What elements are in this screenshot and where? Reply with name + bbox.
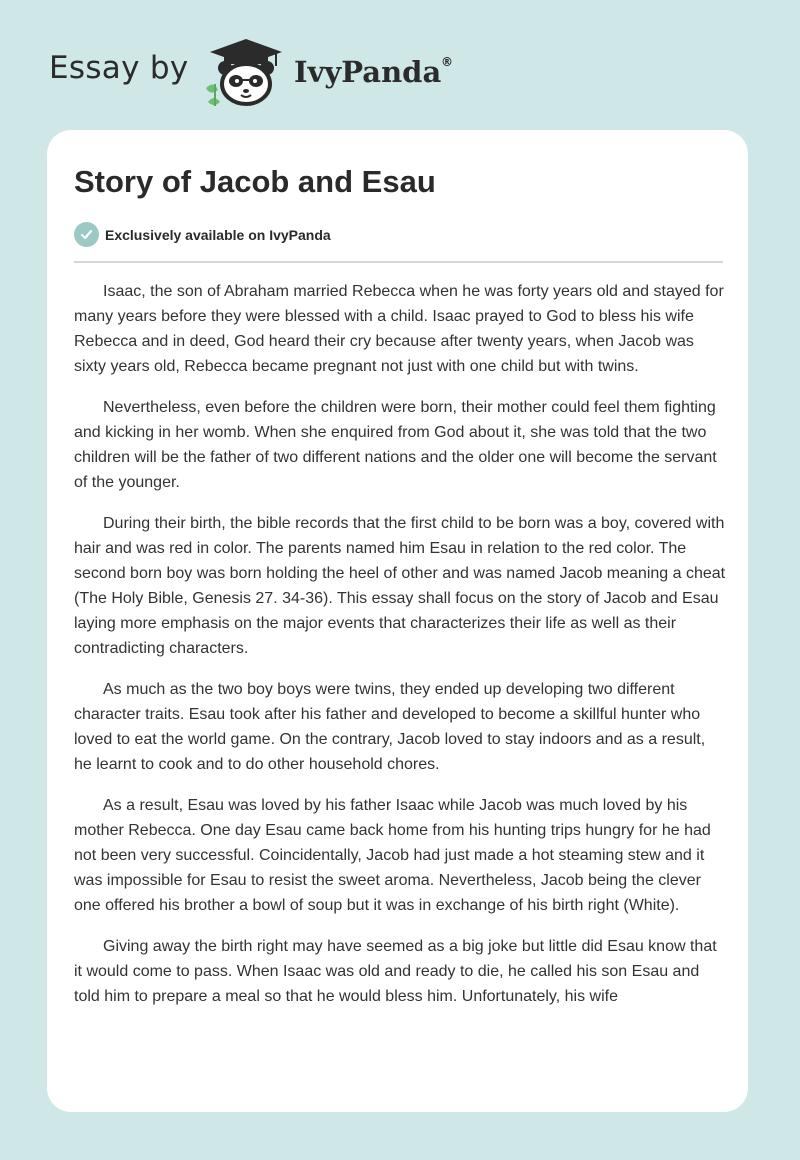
registered-mark: ® [441, 55, 453, 69]
brand-name[interactable]: IvyPanda [294, 55, 442, 89]
divider [74, 261, 723, 263]
essay-body [74, 279, 726, 1025]
ivypanda-logo-icon[interactable] [200, 36, 286, 108]
paragraph: Giving away the birth right may have seemed as a big joke but little did Esau know that it would come to pass. When Isaac was old and ready to die, he called his son Esau and told him to prepare a meal so that he would bless him. Unfortunately, his wife [74, 938, 717, 1005]
essay-card [47, 130, 748, 1112]
site-header [0, 0, 800, 130]
paragraph: During their birth, the bible records that the first child to be born was a boy, covered with hair and was red in color. The parents named him Esau in relation to the red color. The second born boy was born holding the heel of other and was named Jacob meaning a cheat (The Holy Bible, Genesis 27. 34-36). This essay shall focus on the story of Jacob and Esau laying more emphasis on the major events that characterizes their life as well as their contradicting characters. [74, 515, 726, 657]
badge-label: Exclusively available on IvyPanda [105, 226, 331, 243]
paragraph: As a result, Esau was loved by his father Isaac while Jacob was much loved by his mother Rebecca. One day Esau came back home from his hunting trips hungry for he had not been very successful. Coincidentally, Jacob had just made a hot steaming stew and it was impossible for Esau to resist the sweet aroma. Nevertheless, Jacob being the clever one offered his brother a bowl of soup but it was in exchange of his birth right (White). [74, 797, 711, 914]
paragraph: Nevertheless, even before the children were born, their mother could feel them fighting and kicking in her womb. When she enquired from God about it, she was told that the two children will be the father of two different nations and the older one will become the servant of the younger. [74, 399, 717, 491]
exclusive-badge [74, 222, 331, 247]
brand-prefix: Essay by [49, 50, 189, 86]
paragraph: As much as the two boy boys were twins, they ended up developing two different character traits. Esau took after his father and developed to become a skillful hunter who loved to eat the world game. On the contrary, Jacob loved to stay indoors and as a result, he learnt to cook and to do other household chores. [74, 681, 706, 773]
paragraph: Isaac, the son of Abraham married Rebecca when he was forty years old and stayed for many years before they were blessed with a child. Isaac prayed to God to bless his wife Rebecca and in deed, God heard their cry because after twenty years, when Jacob was sixty years old, Rebecca became pregnant not just with one child but with twins. [74, 283, 724, 375]
page-title: Story of Jacob and Esau [74, 164, 436, 199]
check-icon [74, 222, 99, 247]
